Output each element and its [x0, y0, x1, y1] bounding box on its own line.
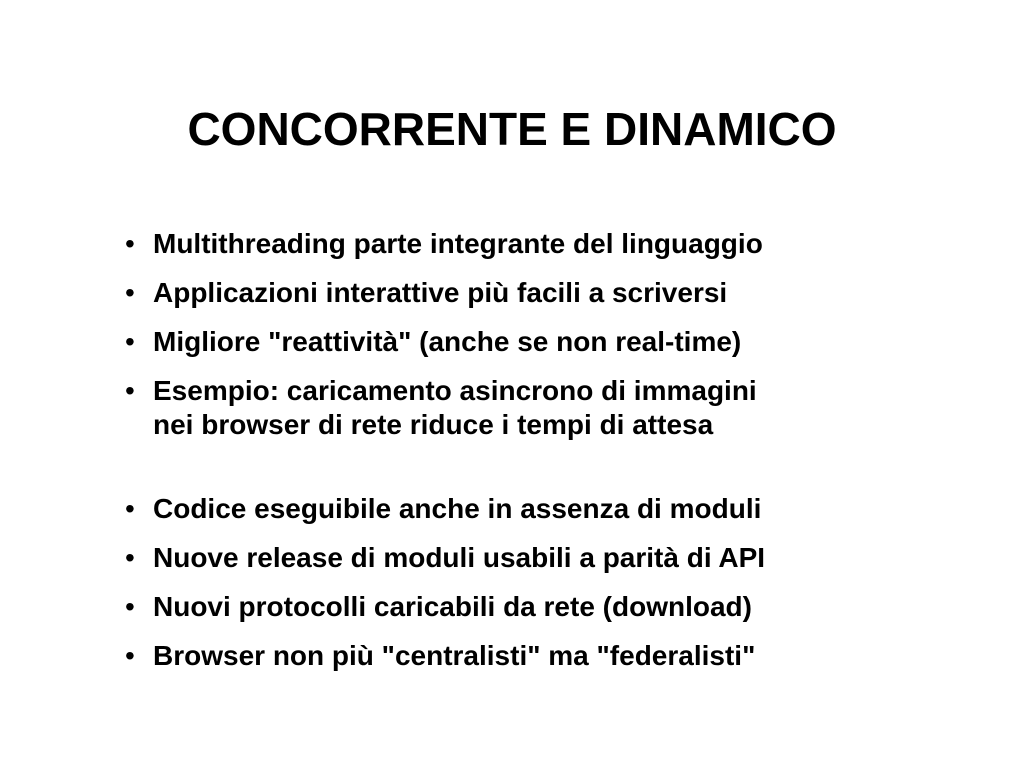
bullet-icon: • — [125, 326, 135, 357]
bullet-text: Nuovi protocolli caricabili da rete (download) — [153, 591, 752, 622]
bullet-item-2 — [117, 276, 917, 310]
bullet-icon: • — [125, 640, 135, 671]
bullet-text: Migliore "reattività" (anche se non real-time) — [153, 326, 742, 357]
bullet-item-3 — [117, 325, 917, 359]
bullet-item-5 — [117, 492, 917, 526]
bullet-icon: • — [125, 542, 135, 573]
bullet-item-6 — [117, 541, 917, 575]
bullet-icon: • — [125, 493, 135, 524]
bullet-item-4 — [117, 374, 917, 442]
bullet-item-7 — [117, 590, 917, 624]
bullet-text: Codice eseguibile anche in assenza di moduli — [153, 493, 762, 524]
bullet-text-line-2: nei browser di rete riduce i tempi di attesa — [153, 409, 714, 440]
bullet-item-1 — [117, 227, 917, 261]
bullet-text-line-1: Esempio: caricamento asincrono di immagini — [153, 375, 757, 406]
bullet-item-8 — [117, 639, 917, 673]
bullet-icon: • — [125, 228, 135, 259]
bullet-text: Nuove release di moduli usabili a parità di API — [153, 542, 766, 573]
bullet-text: Applicazioni interattive più facili a scriversi — [153, 277, 728, 308]
bullet-text: Browser non più "centralisti" ma "federalisti" — [153, 640, 756, 671]
bullet-icon: • — [125, 375, 135, 406]
bullet-icon: • — [125, 277, 135, 308]
slide-title: CONCORRENTE E DINAMICO — [187, 103, 837, 155]
bullet-icon: • — [125, 591, 135, 622]
bullet-list — [117, 227, 917, 688]
bullet-text: Multithreading parte integrante del linguaggio — [153, 228, 763, 259]
